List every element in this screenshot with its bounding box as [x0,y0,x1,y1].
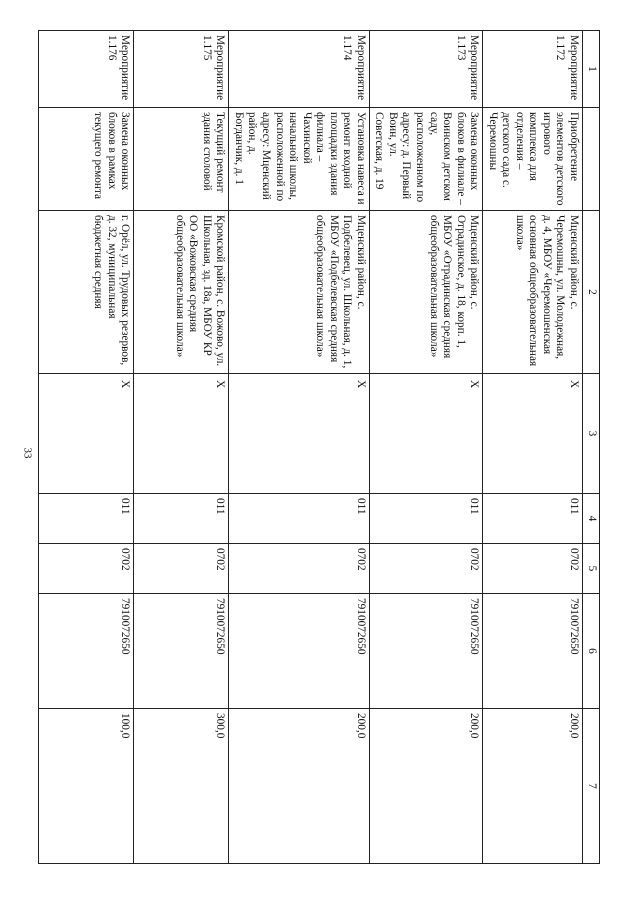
address-cell: Мценский район, с. Подбелевец, ул. Школьная, д. 1, МБОУ «Подбелевская средняя общеобразовательная школа» [229,211,369,374]
col-header-6: 6 [583,594,600,709]
table-row [229,31,369,864]
address-cell: Мценский район, с. Отрадинское, д. 18, корп. 1, МБОУ «Отрадинская средняя общеобразовательная школа» [369,211,482,374]
table-row [134,31,229,864]
col5-cell: 0702 [39,544,134,594]
col6-cell: 7910072650 [369,594,482,709]
address-cell: Кромской район, с. Вожово, ул. Школьная, зд. 18а, МБОУ КР ОО «Вожовская средняя общеобразовательная школа» [134,211,229,374]
col3-cell: X [369,374,482,494]
col4-cell: 011 [369,494,482,544]
description-cell: Текущий ремонт здания столовой [134,108,229,211]
measure-cell: Мероприятие 1.175 [134,31,229,108]
col4-cell: 011 [229,494,369,544]
description-cell: Замена оконных блоков в филиале – Воинском детском саду, расположенном по адресу: д. Первый Воин, ул. Советская, д. 19 [369,108,482,211]
col4-cell: 011 [134,494,229,544]
col-header-4: 4 [583,494,600,544]
measure-cell: Мероприятие 1.172 [483,31,583,108]
description-cell: Приобретение элементов детского игрового комплекса для отделения – детского сада с. Черемошны [483,108,583,211]
table-row [39,31,134,864]
col5-cell: 0702 [134,544,229,594]
address-cell: г. Орёл, ул. Трудовых резервов, д. 32, муниципальная бюджетная средняя [39,211,134,374]
col-header-1: 1 [583,31,600,108]
budget-table-container [92,30,600,863]
col5-cell: 0702 [369,544,482,594]
col7-cell: 100,0 [39,709,134,864]
col6-cell: 7910072650 [483,594,583,709]
address-cell: Мценский район, с. Черемошны, ул. Молодежная, д. 4, МБОУ «Черемошенская основная общеобразовательная школа» [483,211,583,374]
col-header-2: 2 [583,211,600,374]
col7-cell: 300,0 [134,709,229,864]
col5-cell: 0702 [483,544,583,594]
col3-cell: X [39,374,134,494]
col4-cell: 011 [39,494,134,544]
page-number: 33 [21,447,34,459]
col6-cell: 7910072650 [39,594,134,709]
col3-cell: X [134,374,229,494]
col7-cell: 200,0 [369,709,482,864]
col7-cell: 200,0 [483,709,583,864]
measure-cell: Мероприятие 1.173 [369,31,482,108]
table-row [483,31,583,864]
measure-cell: Мероприятие 1.176 [39,31,134,108]
description-cell: Установка навеса и ремонт входной площадки здания филиала – Чахинской начальной школы, расположенной по адресу: Мценский район, д. Богданчик, д. 1 [229,108,369,211]
table-row [369,31,482,864]
col3-cell: X [229,374,369,494]
col7-cell: 200,0 [229,709,369,864]
col3-cell: X [483,374,583,494]
col5-cell: 0702 [229,544,369,594]
budget-table [38,30,600,864]
description-cell: Замена оконных блоков в рамках текущего ремонта [39,108,134,211]
col6-cell: 7910072650 [134,594,229,709]
col-header-1-ext [583,108,600,211]
col-header-7: 7 [583,709,600,864]
measure-cell: Мероприятие 1.174 [229,31,369,108]
col-header-3: 3 [583,374,600,494]
col4-cell: 011 [483,494,583,544]
col-header-5: 5 [583,544,600,594]
col6-cell: 7910072650 [229,594,369,709]
header-row [583,31,600,864]
